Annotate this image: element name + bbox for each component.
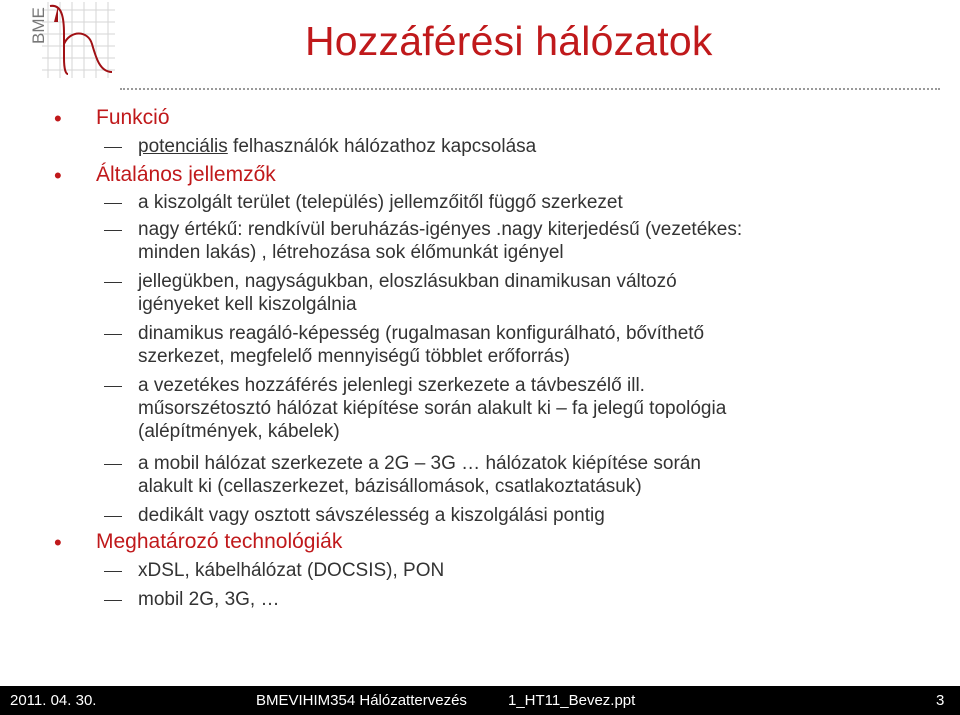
sub-bullet-continuation: (alépítmények, kábelek) xyxy=(138,421,340,442)
sub-bullet-dash xyxy=(104,147,122,148)
sub-bullet-dash xyxy=(104,334,122,335)
footer-page-number: 3 xyxy=(936,692,945,709)
text-run: dedikált vagy osztott sávszélesség a kiszolgálási pontig xyxy=(138,505,605,526)
bullet-marker: • xyxy=(54,163,62,188)
sub-bullet-dash xyxy=(104,282,122,283)
sub-bullet-text xyxy=(138,218,742,241)
sub-bullet-dash xyxy=(104,571,122,572)
footer-course: BMEVIHIM354 Hálózattervezés xyxy=(256,692,467,709)
sub-bullet-text xyxy=(138,559,444,582)
sub-bullet-text xyxy=(138,270,677,293)
sub-bullet-continuation: minden lakás) , létrehozása sok élőmunkát igényel xyxy=(138,242,564,263)
sub-bullet-text xyxy=(138,374,645,397)
text-run: a vezetékes hozzáférés jelenlegi szerkezete a távbeszélő ill. xyxy=(138,375,645,396)
underlined-term: potenciális xyxy=(138,136,228,157)
sub-bullet-continuation: műsorszétosztó hálózat kiépítése során alakult ki – fa jelegű topológia xyxy=(138,398,727,419)
text-run: dinamikus reagáló-képesség (rugalmasan konfigurálható, bővíthető xyxy=(138,323,705,344)
bme-logo xyxy=(0,0,120,80)
title-divider xyxy=(120,88,940,90)
bullet-heading: Meghatározó technológiák xyxy=(96,530,343,553)
text-run: nagy értékű: rendkívül beruházás-igényes .nagy kiterjedésű (vezetékes: xyxy=(138,219,743,240)
footer-bar xyxy=(0,686,960,715)
sub-bullet-continuation: szerkezet, megfelelő mennyiségű többlet erőforrás) xyxy=(138,346,570,367)
sub-bullet-dash xyxy=(104,600,122,601)
sub-bullet-text xyxy=(138,191,623,214)
bullet-marker: • xyxy=(54,530,62,555)
bullet-heading: Funkció xyxy=(96,106,170,129)
sub-bullet-continuation: igényeket kell kiszolgálnia xyxy=(138,294,357,315)
text-run: a mobil hálózat szerkezete a 2G – 3G … hálózatok kiépítése során xyxy=(138,453,701,474)
footer-date: 2011. 04. 30. xyxy=(10,692,97,709)
sub-bullet-dash xyxy=(104,464,122,465)
text-run: xDSL, kábelhálózat (DOCSIS), PON xyxy=(138,560,445,581)
text-run: felhasználók hálózathoz kapcsolása xyxy=(227,136,537,157)
text-run: mobil 2G, 3G, … xyxy=(138,589,280,610)
sub-bullet-dash xyxy=(104,386,122,387)
sub-bullet-text xyxy=(138,452,701,475)
sub-bullet-text xyxy=(138,504,605,527)
sub-bullet-continuation: alakult ki (cellaszerkezet, bázisállomások, csatlakoztatásuk) xyxy=(138,476,642,497)
logo-text: BME xyxy=(29,7,48,44)
sub-bullet-dash xyxy=(104,230,122,231)
sub-bullet-text xyxy=(138,588,280,611)
bullet-marker: • xyxy=(54,106,62,131)
bullet-heading: Általános jellemzők xyxy=(96,163,276,186)
sub-bullet-dash xyxy=(104,516,122,517)
sub-bullet-text xyxy=(138,135,536,158)
sub-bullet-dash xyxy=(104,203,122,204)
text-run: jellegükben, nagyságukban, eloszlásukban dinamikusan változó xyxy=(138,271,677,292)
slide-title: Hozzáférési hálózatok xyxy=(305,18,713,64)
sub-bullet-text xyxy=(138,322,704,345)
footer-file: 1_HT11_Bevez.ppt xyxy=(508,692,636,709)
text-run: a kiszolgált terület (település) jellemzőitől függő szerkezet xyxy=(138,192,623,213)
